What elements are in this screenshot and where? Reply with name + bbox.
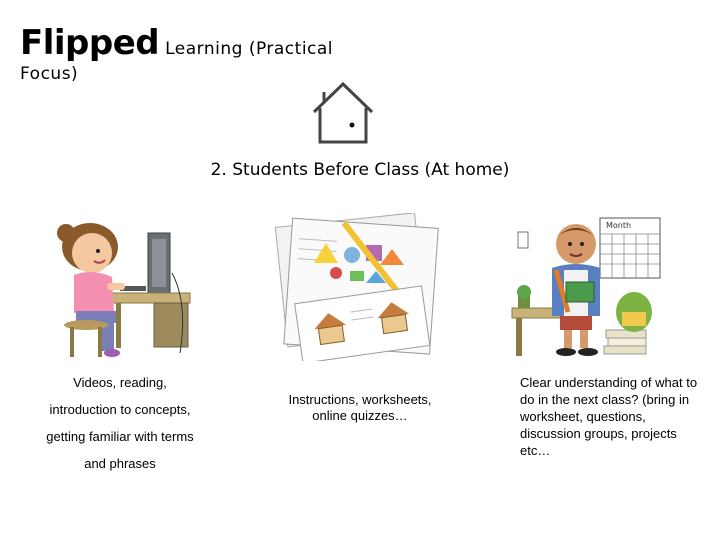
section-subtitle: 2. Students Before Class (At home) xyxy=(210,160,510,180)
house-icon xyxy=(310,78,376,148)
caption-left-line: Videos, reading, xyxy=(73,375,167,390)
student-classroom-illustration xyxy=(510,212,663,360)
calendar-label: Month xyxy=(606,221,632,230)
caption-left-line: and phrases xyxy=(84,456,156,471)
caption-right: Clear understanding of what to do in the next class? (bring in worksheet, questions, discussion groups, projects etc… xyxy=(520,375,698,458)
caption-left xyxy=(30,376,210,484)
student-computer-illustration xyxy=(52,213,192,360)
slide-title xyxy=(20,23,340,84)
caption-center: Instructions, worksheets, online quizzes… xyxy=(288,392,432,423)
title-line2: Focus) xyxy=(20,64,79,84)
caption-left-line: getting familiar with terms xyxy=(46,429,194,444)
title-rest: Learning (Practical xyxy=(165,39,334,59)
caption-left-line: introduction to concepts, xyxy=(49,402,191,417)
worksheets-illustration xyxy=(274,213,444,361)
title-main: Flipped xyxy=(20,23,160,63)
